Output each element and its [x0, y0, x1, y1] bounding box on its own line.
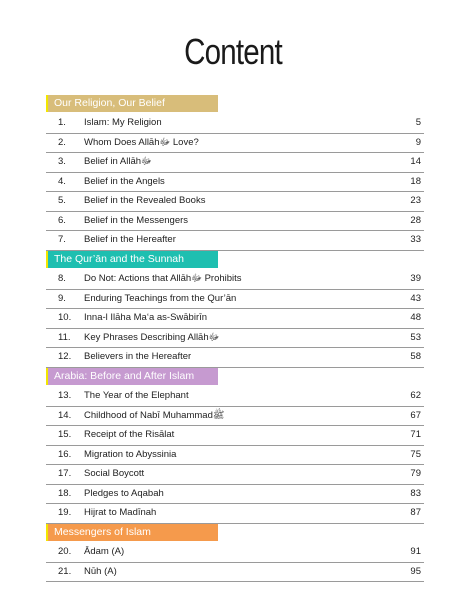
entry-page: 14 — [410, 156, 421, 167]
toc-entry[interactable] — [46, 114, 424, 134]
entry-page: 67 — [410, 409, 421, 421]
section-header-messengers: Messengers of Islam — [46, 524, 218, 541]
entry-number: 8. — [58, 273, 66, 284]
entry-title: Social Boycott — [84, 468, 145, 479]
entry-page: 28 — [410, 214, 421, 226]
toc-entry[interactable] — [46, 465, 424, 485]
entry-page: 53 — [410, 331, 421, 343]
entry-number: 16. — [58, 448, 72, 460]
entry-number: 4. — [58, 175, 66, 187]
entry-title: Belief in the Revealed Books — [84, 195, 206, 206]
toc-entry[interactable] — [46, 309, 424, 329]
entry-number: 19. — [58, 507, 72, 518]
entry-title: Belief in the Hereafter — [84, 234, 176, 245]
entry-page: 9 — [415, 136, 421, 148]
entry-page: 5 — [415, 117, 421, 128]
entry-page: 43 — [410, 292, 421, 304]
entry-page: 83 — [410, 487, 421, 499]
entry-page: 23 — [410, 195, 421, 206]
entry-page: 79 — [410, 468, 421, 479]
section-header-arabia: Arabia: Before and After Islam — [46, 368, 218, 385]
entry-title: Enduring Teachings from the Qur’ān — [84, 292, 237, 304]
toc-entry[interactable] — [46, 329, 424, 349]
entry-title: Ādam (A) — [84, 546, 125, 557]
entry-page: 95 — [410, 565, 421, 577]
toc-entry[interactable] — [46, 173, 424, 193]
toc-entry[interactable] — [46, 212, 424, 232]
page-title: Content — [184, 31, 282, 72]
entry-page: 87 — [410, 507, 421, 518]
entry-page: 58 — [410, 351, 421, 362]
entry-title: Whom Does Allāhﷻ Love? — [84, 136, 199, 148]
entry-title: Nūh (A) — [84, 565, 117, 577]
entry-page: 91 — [410, 546, 421, 557]
entry-title: Islam: My Religion — [84, 117, 162, 128]
section-header-quran-sunnah: The Qur’ān and the Sunnah — [46, 251, 218, 268]
entry-title: The Year of the Elephant — [84, 390, 189, 401]
toc-entry[interactable] — [46, 446, 424, 466]
entry-number: 18. — [58, 487, 72, 499]
entry-page: 33 — [410, 234, 421, 245]
entry-title: Belief in Allāhﷻ — [84, 156, 152, 167]
toc-entry[interactable] — [46, 134, 424, 154]
entry-number: 6. — [58, 214, 66, 226]
toc-entry[interactable] — [46, 290, 424, 310]
toc-entry[interactable] — [46, 563, 424, 583]
toc-entry[interactable] — [46, 270, 424, 290]
toc-entry[interactable] — [46, 231, 424, 251]
entry-number: 14. — [58, 409, 72, 421]
section-header-our-religion: Our Religion, Our Belief — [46, 95, 218, 112]
entry-page: 39 — [410, 273, 421, 284]
entry-page: 62 — [410, 390, 421, 401]
toc-entry[interactable] — [46, 387, 424, 407]
entry-title: Belief in the Messengers — [84, 214, 189, 226]
table-of-contents — [46, 95, 424, 582]
entry-number: 11. — [58, 331, 71, 343]
entry-title: Migration to Abyssinia — [84, 448, 177, 460]
entry-number: 5. — [58, 195, 66, 206]
entry-page: 71 — [410, 429, 421, 440]
entry-number: 2. — [58, 136, 66, 148]
entry-page: 75 — [410, 448, 421, 460]
entry-title: Belief in the Angels — [84, 175, 165, 187]
toc-entry[interactable] — [46, 153, 424, 173]
toc-entry[interactable] — [46, 426, 424, 446]
entry-title: Pledges to Aqabah — [84, 487, 164, 499]
entry-number: 9. — [58, 292, 66, 304]
entry-number: 10. — [58, 312, 72, 323]
entry-number: 20. — [58, 546, 72, 557]
entry-title: Believers in the Hereafter — [84, 351, 192, 362]
entry-title: Inna-l Ilāha Ma‘a as-Swābirīn — [84, 312, 208, 323]
toc-entry[interactable] — [46, 543, 424, 563]
entry-number: 17. — [58, 468, 72, 479]
entry-title: Do Not: Actions that Allāhﷻ Prohibits — [84, 273, 242, 284]
entry-number: 13. — [58, 390, 72, 401]
entry-title: Childhood of Nabī Muhammadﷺ — [84, 409, 225, 421]
entry-title: Key Phrases Describing Allāhﷻ — [84, 331, 220, 343]
toc-entry[interactable] — [46, 407, 424, 427]
toc-entry[interactable] — [46, 485, 424, 505]
entry-number: 21. — [58, 565, 72, 577]
entry-number: 7. — [58, 234, 66, 245]
entry-title: Receipt of the Risālat — [84, 429, 175, 440]
toc-entry[interactable] — [46, 504, 424, 524]
entry-number: 12. — [58, 351, 72, 362]
toc-entry[interactable] — [46, 192, 424, 212]
entry-title: Hijrat to Madīnah — [84, 507, 157, 518]
entry-number: 15. — [58, 429, 72, 440]
entry-number: 3. — [58, 156, 66, 167]
entry-number: 1. — [58, 117, 66, 128]
entry-page: 48 — [410, 312, 421, 323]
entry-page: 18 — [410, 175, 421, 187]
toc-entry[interactable] — [46, 348, 424, 368]
